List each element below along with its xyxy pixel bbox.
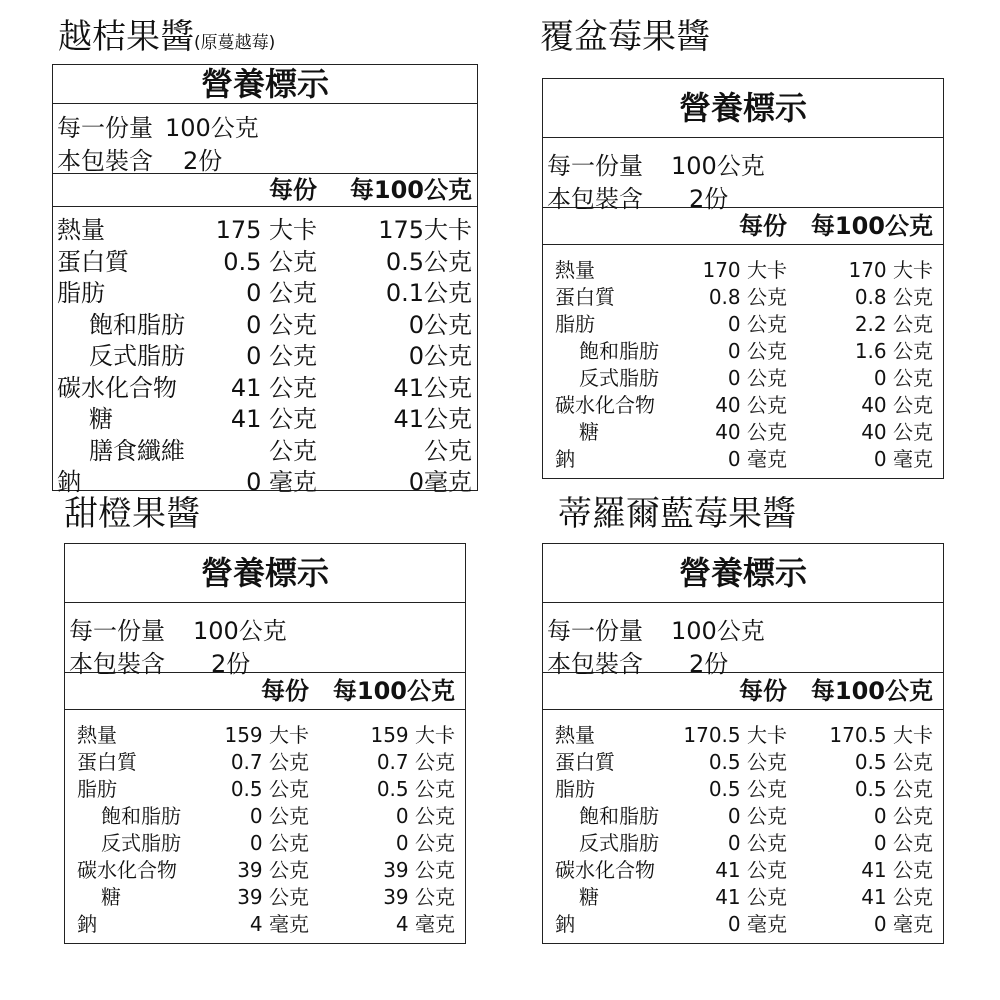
orange-jam-title: 甜橙果醬 <box>64 494 200 534</box>
nutrient-label: 脂肪 <box>77 777 117 801</box>
per-serving-value: 0 公克 <box>249 804 309 828</box>
per-100g-value: 0 公克 <box>873 804 933 828</box>
nutrient-label: 糖 <box>89 405 113 433</box>
per-100g-value: 0 公克 <box>395 804 455 828</box>
serving-size-label: 每一份量 <box>547 152 643 180</box>
nutrient-rows <box>543 710 943 938</box>
servings-per-package-label: 本包裝含 <box>69 650 165 678</box>
per-serving-value: 0 毫克 <box>727 912 787 936</box>
nutrient-row <box>53 278 477 310</box>
panel-title: 營養標示 <box>543 544 943 603</box>
nutrient-label: 蛋白質 <box>555 285 615 309</box>
cranberry-jam-name: 越桔果醬 <box>58 17 194 57</box>
servings-per-package-label: 本包裝含 <box>57 147 153 175</box>
per-100g-value: 0 毫克 <box>873 447 933 471</box>
per-100g-value: 0.5 公克 <box>376 777 455 801</box>
nutrient-row <box>53 341 477 373</box>
per-serving-value: 170 大卡 <box>702 258 787 282</box>
per-100g-value: 159 大卡 <box>370 723 455 747</box>
column-headers <box>65 673 465 710</box>
nutrient-row <box>543 392 943 419</box>
serving-size-value: 100公克 <box>165 114 259 142</box>
column-header-per-serving: 每份 <box>269 176 317 204</box>
nutrient-label: 飽和脂肪 <box>579 339 659 363</box>
nutrient-label: 糖 <box>579 420 599 444</box>
per-100g-value: 4 毫克 <box>395 912 455 936</box>
per-100g-value: 0.5 公克 <box>854 777 933 801</box>
nutrient-row <box>65 884 465 911</box>
per-100g-value: 39 公克 <box>383 885 455 909</box>
nutrient-row <box>543 830 943 857</box>
nutrient-label: 碳水化合物 <box>555 858 655 882</box>
nutrient-label: 蛋白質 <box>555 750 615 774</box>
per-100g-value: 0 毫克 <box>873 912 933 936</box>
nutrition-panel-raspberry <box>542 78 944 479</box>
nutrient-row <box>65 803 465 830</box>
per-100g-value: 41 公克 <box>861 885 933 909</box>
servings-per-package-value: 2份 <box>689 650 729 678</box>
nutrient-label: 蛋白質 <box>77 750 137 774</box>
nutrient-row <box>543 284 943 311</box>
nutrient-row <box>65 911 465 938</box>
nutrient-label: 膳食纖維 <box>89 436 185 465</box>
column-headers <box>53 174 477 207</box>
nutrient-row <box>53 404 477 436</box>
serving-info <box>53 104 477 174</box>
per-100g-value: 0 公克 <box>873 366 933 390</box>
per-100g-value: 41公克 <box>393 405 472 433</box>
per-100g-value: 175大卡 <box>378 216 472 244</box>
per-100g-value: 0 公克 <box>395 831 455 855</box>
nutrient-row <box>543 776 943 803</box>
nutrient-row <box>53 436 477 468</box>
nutrient-row <box>65 776 465 803</box>
nutrient-label: 熱量 <box>555 258 595 282</box>
serving-size-value: 100公克 <box>671 617 765 645</box>
nutrient-row <box>65 857 465 884</box>
per-serving-value: 0.8 公克 <box>708 285 787 309</box>
column-headers <box>543 208 943 245</box>
per-serving-value: 40 公克 <box>715 420 787 444</box>
nutrient-row <box>543 857 943 884</box>
per-serving-value: 0 毫克 <box>727 447 787 471</box>
servings-per-package-label: 本包裝含 <box>547 185 643 213</box>
per-serving-value: 39 公克 <box>237 858 309 882</box>
per-serving-value: 0.5 公克 <box>223 247 317 276</box>
column-header-per-100g: 每100公克 <box>349 176 472 204</box>
nutrient-row <box>543 884 943 911</box>
column-headers <box>543 673 943 710</box>
nutrient-row <box>543 419 943 446</box>
nutrient-label: 飽和脂肪 <box>101 804 181 828</box>
per-100g-value: 0公克 <box>408 310 472 339</box>
servings-per-package-line <box>53 141 477 174</box>
per-100g-value: 2.2 公克 <box>854 312 933 336</box>
nutrient-label: 反式脂肪 <box>579 831 659 855</box>
nutrient-label: 鈉 <box>555 447 575 471</box>
nutrient-row <box>53 373 477 405</box>
servings-per-package-value: 2份 <box>689 185 729 213</box>
serving-size-value: 100公克 <box>671 152 765 180</box>
nutrient-label: 熱量 <box>57 216 105 244</box>
nutrition-panel-cranberry <box>52 64 478 496</box>
per-100g-value: 0.7 公克 <box>376 750 455 774</box>
tirol-blueberry-jam-title: 蒂羅爾藍莓果醬 <box>558 494 796 534</box>
serving-size-label: 每一份量 <box>69 617 165 645</box>
column-header-per-serving: 每份 <box>261 677 309 705</box>
per-serving-value: 4 毫克 <box>249 912 309 936</box>
nutrient-rows <box>65 710 465 938</box>
nutrient-label: 飽和脂肪 <box>89 310 185 339</box>
cranberry-jam-title <box>58 17 276 57</box>
nutrient-label: 熱量 <box>77 723 117 747</box>
per-serving-value: 41 公克 <box>715 858 787 882</box>
per-serving-value: 40 公克 <box>715 393 787 417</box>
column-header-per-100g: 每100公克 <box>810 677 933 705</box>
per-serving-value: 0 公克 <box>249 831 309 855</box>
per-100g-value: 41公克 <box>393 373 472 402</box>
nutrition-panel-orange <box>64 543 466 944</box>
per-serving-value: 175 大卡 <box>215 216 317 244</box>
nutrient-row <box>65 830 465 857</box>
nutrient-label: 碳水化合物 <box>77 858 177 882</box>
per-serving-value: 0.7 公克 <box>230 750 309 774</box>
nutrient-row <box>543 803 943 830</box>
per-100g-value: 40 公克 <box>861 420 933 444</box>
per-100g-value: 170 大卡 <box>848 258 933 282</box>
serving-size-label: 每一份量 <box>547 617 643 645</box>
per-100g-value: 公克 <box>424 436 472 465</box>
serving-size-label: 每一份量 <box>57 114 153 142</box>
nutrient-label: 反式脂肪 <box>579 366 659 390</box>
per-100g-value: 0.8 公克 <box>854 285 933 309</box>
nutrient-row <box>65 749 465 776</box>
nutrient-label: 鈉 <box>57 468 81 496</box>
panel-title: 營養標示 <box>543 79 943 138</box>
per-serving-value: 0 公克 <box>727 831 787 855</box>
serving-size-line <box>543 146 943 179</box>
nutrient-rows <box>543 245 943 473</box>
nutrient-row <box>53 247 477 279</box>
nutrient-label: 脂肪 <box>555 777 595 801</box>
nutrient-row <box>53 215 477 247</box>
column-header-per-100g: 每100公克 <box>332 677 455 705</box>
serving-size-value: 100公克 <box>193 617 287 645</box>
nutrient-label: 脂肪 <box>57 279 105 307</box>
serving-info <box>65 603 465 678</box>
serving-info <box>543 603 943 678</box>
per-100g-value: 170.5 大卡 <box>829 723 933 747</box>
per-serving-value: 41 公克 <box>715 885 787 909</box>
per-serving-value: 0 公克 <box>727 804 787 828</box>
servings-per-package-label: 本包裝含 <box>547 650 643 678</box>
nutrition-panel-tirol-blueberry <box>542 543 944 944</box>
per-100g-value: 0毫克 <box>408 468 472 496</box>
per-serving-value: 0 公克 <box>727 366 787 390</box>
nutrient-label: 碳水化合物 <box>57 373 177 402</box>
per-100g-value: 40 公克 <box>861 393 933 417</box>
nutrient-row <box>543 311 943 338</box>
serving-info <box>543 138 943 213</box>
nutrient-label: 蛋白質 <box>57 247 129 276</box>
cranberry-jam-subtitle: (原蔓越莓) <box>194 33 276 53</box>
per-serving-value: 0.5 公克 <box>230 777 309 801</box>
serving-size-line <box>543 611 943 644</box>
nutrient-label: 飽和脂肪 <box>579 804 659 828</box>
per-100g-value: 0.5公克 <box>385 247 472 276</box>
nutrient-row <box>543 257 943 284</box>
per-serving-value: 0 公克 <box>246 279 317 307</box>
panel-title: 營養標示 <box>65 544 465 603</box>
nutrient-row <box>543 749 943 776</box>
per-100g-value: 0.1公克 <box>385 279 472 307</box>
nutrient-rows <box>53 207 477 499</box>
nutrient-row <box>543 722 943 749</box>
nutrient-label: 脂肪 <box>555 312 595 336</box>
nutrient-row <box>65 722 465 749</box>
per-serving-value: 0 公克 <box>727 339 787 363</box>
per-serving-value: 39 公克 <box>237 885 309 909</box>
per-100g-value: 1.6 公克 <box>854 339 933 363</box>
per-100g-value: 0公克 <box>408 342 472 370</box>
nutrient-label: 碳水化合物 <box>555 393 655 417</box>
per-serving-value: 0.5 公克 <box>708 777 787 801</box>
serving-size-line <box>65 611 465 644</box>
per-serving-value: 公克 <box>269 436 317 465</box>
nutrient-label: 反式脂肪 <box>89 342 185 370</box>
nutrient-label: 鈉 <box>555 912 575 936</box>
per-serving-value: 0 公克 <box>727 312 787 336</box>
per-serving-value: 0 公克 <box>246 342 317 370</box>
nutrient-label: 糖 <box>579 885 599 909</box>
raspberry-jam-title: 覆盆莓果醬 <box>540 17 710 57</box>
servings-per-package-value: 2份 <box>211 650 251 678</box>
per-serving-value: 41 公克 <box>230 405 317 433</box>
per-serving-value: 159 大卡 <box>224 723 309 747</box>
per-100g-value: 39 公克 <box>383 858 455 882</box>
per-serving-value: 0.5 公克 <box>708 750 787 774</box>
nutrient-row <box>543 338 943 365</box>
nutrient-row <box>53 310 477 342</box>
nutrient-label: 鈉 <box>77 912 97 936</box>
nutrient-row <box>543 365 943 392</box>
column-header-per-serving: 每份 <box>739 677 787 705</box>
serving-size-line <box>53 108 477 141</box>
per-serving-value: 0 毫克 <box>246 468 317 496</box>
nutrient-label: 熱量 <box>555 723 595 747</box>
column-header-per-serving: 每份 <box>739 212 787 240</box>
servings-per-package-value: 2份 <box>183 147 223 175</box>
per-100g-value: 41 公克 <box>861 858 933 882</box>
column-header-per-100g: 每100公克 <box>810 212 933 240</box>
nutrient-row <box>543 911 943 938</box>
nutrient-row <box>543 446 943 473</box>
per-serving-value: 41 公克 <box>230 373 317 402</box>
per-serving-value: 170.5 大卡 <box>683 723 787 747</box>
panel-title: 營養標示 <box>53 65 477 104</box>
nutrient-label: 糖 <box>101 885 121 909</box>
per-100g-value: 0.5 公克 <box>854 750 933 774</box>
nutrient-label: 反式脂肪 <box>101 831 181 855</box>
per-serving-value: 0 公克 <box>246 310 317 339</box>
per-100g-value: 0 公克 <box>873 831 933 855</box>
nutrient-row <box>53 467 477 499</box>
